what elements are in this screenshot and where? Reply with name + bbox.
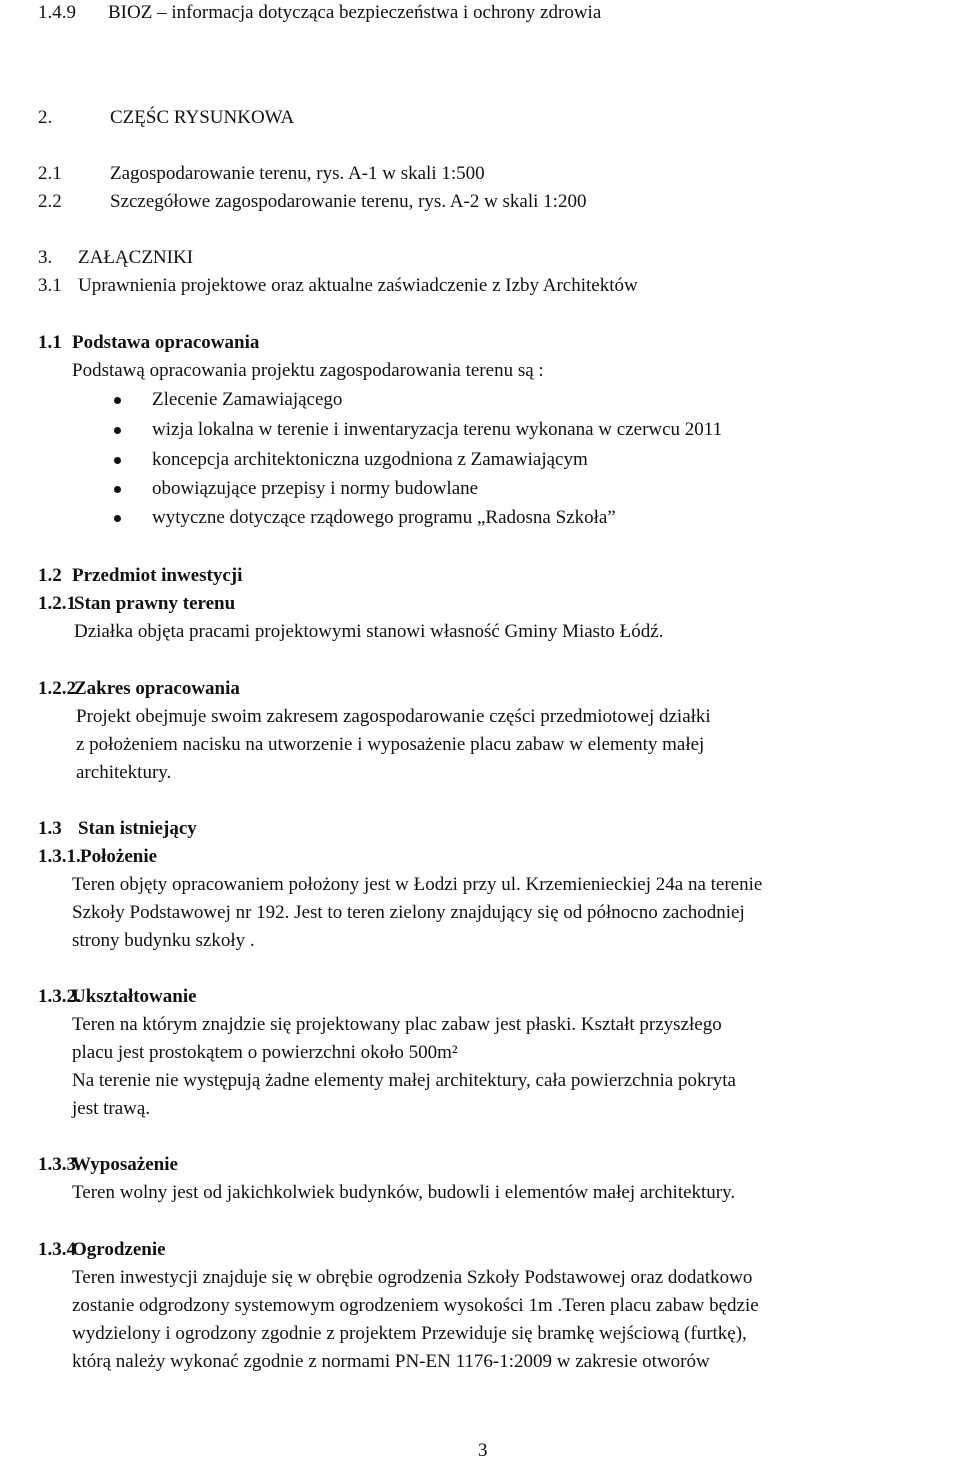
paragraph-line: wydzielony i ogrodzony zgodnie z projektem Przewiduje się bramkę wejściową (furtkę), (72, 1323, 747, 1344)
section-number: 3. (38, 247, 53, 268)
item-text: Zagospodarowanie terenu, rys. A-1 w skali 1:500 (110, 163, 485, 184)
list-item: obowiązujące przepisy i normy budowlane (152, 478, 479, 499)
section-number: 1.3 (38, 818, 62, 839)
paragraph-line: z położeniem nacisku na utworzenie i wyposażenie placu zabaw w elementy małej (76, 734, 705, 755)
list-item: wytyczne dotyczące rządowego programu „Radosna Szkoła” (152, 507, 616, 528)
section-title: Ogrodzenie (72, 1239, 166, 1260)
item-text: Uprawnienia projektowe oraz aktualne zaświadczenie z Izby Architektów (78, 275, 638, 296)
item-number: 2.1 (38, 163, 62, 184)
paragraph-line: architektury. (76, 762, 172, 783)
list-item: wizja lokalna w terenie i inwentaryzacja terenu wykonana w czerwcu 2011 (152, 419, 723, 440)
section-title: Przedmiot inwestycji (72, 565, 243, 586)
section-title: Ukształtowanie (72, 986, 197, 1007)
section-title: Stan istniejący (78, 818, 197, 839)
paragraph-line: Teren inwestycji znajduje się w obrębie ogrodzenia Szkoły Podstawowej oraz dodatkowo (72, 1267, 753, 1288)
section-number: 1.2.1 (38, 593, 76, 614)
bullet-icon (114, 457, 121, 464)
paragraph-line: jest trawą. (72, 1098, 151, 1119)
section-title: Zakres opracowania (74, 678, 240, 699)
paragraph-line: Teren na którym znajdzie się projektowany plac zabaw jest płaski. Kształt przyszłego (72, 1014, 722, 1035)
paragraph: Podstawą opracowania projektu zagospodarowania terenu są : (72, 360, 544, 381)
section-number: 1.3.4 (38, 1239, 76, 1260)
section-title: CZĘŚC RYSUNKOWA (110, 107, 295, 128)
section-title: Stan prawny terenu (74, 593, 236, 614)
section-title: ZAŁĄCZNIKI (78, 247, 194, 268)
section-number: 2. (38, 107, 53, 128)
paragraph-line: Na terenie nie występują żadne elementy małej architektury, cała powierzchnia pokryta (72, 1070, 736, 1091)
paragraph-line: Teren objęty opracowaniem położony jest w Łodzi przy ul. Krzemienieckiej 24a na terenie (72, 874, 763, 895)
paragraph: Teren wolny jest od jakichkolwiek budynków, budowli i elementów małej architektury. (72, 1182, 736, 1203)
paragraph-line: zostanie odgrodzony systemowym ogrodzeniem wysokości 1m .Teren placu zabaw będzie (72, 1295, 759, 1316)
paragraph-line: Szkoły Podstawowej nr 192. Jest to teren zielony znajdujący się od północno zachodniej (72, 902, 745, 923)
section-number: 1.1 (38, 332, 62, 353)
list-item: Zlecenie Zamawiającego (152, 389, 343, 410)
section-title: Podstawa opracowania (72, 332, 260, 353)
item-text: Szczegółowe zagospodarowanie terenu, rys. A-2 w skali 1:200 (110, 191, 587, 212)
list-item: koncepcja architektoniczna uzgodniona z Zamawiającym (152, 449, 588, 470)
section-number: 1.2 (38, 565, 62, 586)
section-title: Wyposażenie (72, 1154, 178, 1175)
paragraph: Działka objęta pracami projektowymi stanowi własność Gminy Miasto Łódź. (74, 621, 664, 642)
item-text: BIOZ – informacja dotycząca bezpieczeństwa i ochrony zdrowia (108, 2, 602, 23)
item-number: 3.1 (38, 275, 62, 296)
section-number: 1.3.2. (38, 986, 81, 1007)
section-title: Położenie (80, 846, 158, 867)
paragraph-line: którą należy wykonać zgodnie z normami PN-EN 1176-1:2009 w zakresie otworów (72, 1351, 710, 1372)
page-number: 3 (478, 1440, 488, 1461)
item-number: 2.2 (38, 191, 62, 212)
paragraph-line: placu jest prostokątem o powierzchni około 500m² (72, 1042, 458, 1063)
section-number: 1.2.2 (38, 678, 76, 699)
paragraph-line: strony budynku szkoły . (72, 930, 255, 951)
paragraph-line: Projekt obejmuje swoim zakresem zagospodarowanie części przedmiotowej działki (76, 706, 711, 727)
item-number: 1.4.9 (38, 2, 76, 23)
bullet-icon (114, 397, 121, 404)
section-number: 1.3.3. (38, 1154, 81, 1175)
bullet-icon (114, 427, 121, 434)
bullet-icon (114, 515, 121, 522)
section-number: 1.3.1. (38, 846, 81, 867)
bullet-icon (114, 486, 121, 493)
